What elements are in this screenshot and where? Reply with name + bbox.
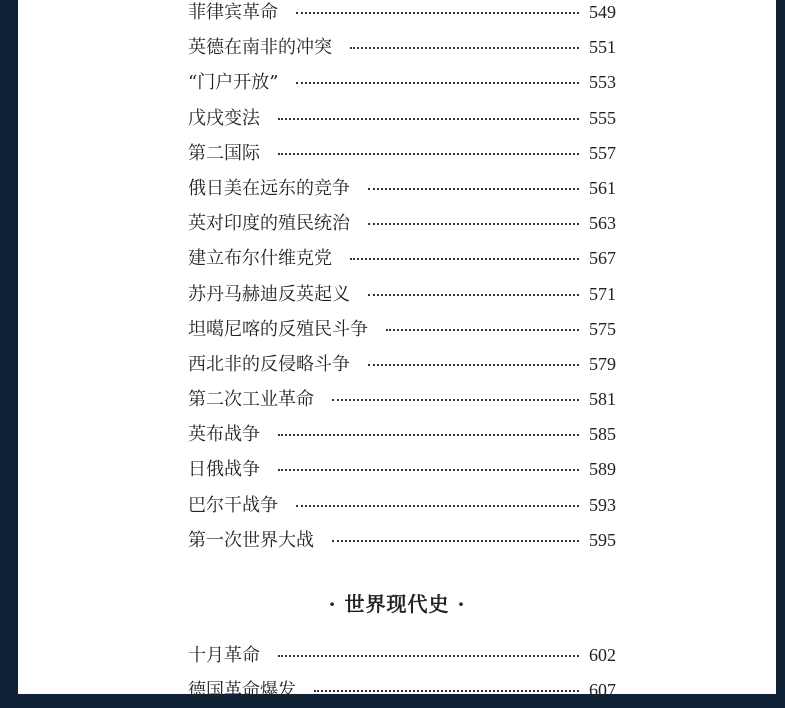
toc-entry[interactable] [188,488,616,523]
dot-leader [296,82,579,84]
toc-entry[interactable] [188,417,616,452]
toc-entry[interactable] [188,0,616,30]
toc-entry-title: 戊戌变法 [188,107,260,129]
toc-list-contemporary-history [188,638,616,708]
toc-entry-title: 建立布尔什维克党 [188,248,332,270]
section-heading [18,588,776,617]
toc-entry-title: 英德在南非的冲突 [188,37,332,59]
toc-entry-page-number: 607 [589,680,616,701]
toc-entry[interactable] [188,101,616,136]
toc-entry-page-number: 602 [589,645,616,665]
section-heading-text: 世界现代史 [344,592,450,616]
toc-entry-title: 德国革命爆发 [188,680,296,702]
toc-entry-title: 坦噶尼喀的反殖民斗争 [188,318,368,340]
toc-entry[interactable] [188,30,616,65]
dot-leader [332,399,579,401]
toc-entry[interactable] [188,136,616,171]
toc-entry-title: 西北非的反侵略斗争 [188,353,350,375]
toc-entry-title: “门户开放” [188,72,279,94]
dot-leader [368,294,579,296]
dot-leader [296,505,579,507]
toc-entry[interactable] [188,523,616,558]
dot-leader [278,434,579,436]
dot-leader [368,223,579,225]
heading-bullet-right: · [457,592,466,616]
toc-entry-title: 十月革命 [188,645,260,666]
toc-entry[interactable] [188,638,616,673]
dot-leader [278,469,579,471]
dot-leader [386,329,579,331]
toc-entry-page-number: 585 [589,424,616,445]
dot-leader [350,47,579,49]
toc-entry-page-number: 595 [589,529,616,550]
toc-entry-page-number: 589 [589,459,616,480]
dot-leader [278,153,579,155]
dot-leader [368,364,579,366]
toc-entry[interactable] [188,673,616,708]
dot-leader [278,118,579,120]
toc-entry[interactable] [188,171,616,206]
dot-leader [332,540,579,542]
toc-entry-page-number: 571 [589,283,616,304]
toc-list-modern-history [188,0,616,558]
toc-entry-title: 日俄战争 [188,459,260,481]
dot-leader [368,188,579,190]
toc-entry-title: 英对印度的殖民统治 [188,213,350,235]
toc-entry-page-number: 555 [589,107,616,128]
toc-entry-page-number: 579 [589,353,616,374]
toc-entry[interactable] [188,312,616,347]
toc-entry-page-number: 553 [589,72,616,93]
toc-entry-page-number: 549 [589,2,616,22]
toc-entry-title: 巴尔干战争 [188,494,278,516]
toc-entry-page-number: 551 [589,37,616,58]
dot-leader [350,258,579,260]
toc-entry[interactable] [188,277,616,312]
toc-entry-page-number: 575 [589,318,616,339]
dot-leader [278,655,579,657]
toc-entry-page-number: 563 [589,213,616,234]
toc-entry-title: 苏丹马赫迪反英起义 [188,283,350,305]
toc-entry-title: 英布战争 [188,424,260,446]
toc-entry-page-number: 561 [589,177,616,198]
document-page [18,0,776,702]
toc-entry-page-number: 593 [589,494,616,515]
toc-entry[interactable] [188,452,616,487]
dot-leader [314,690,579,692]
toc-entry[interactable] [188,241,616,276]
toc-entry[interactable] [188,347,616,382]
toc-entry-title: 俄日美在远东的竞争 [188,177,350,199]
toc-entry-page-number: 567 [589,248,616,269]
toc-entry-title: 第一次世界大战 [188,529,314,551]
toc-entry[interactable] [188,382,616,417]
dot-leader [296,12,579,14]
toc-entry[interactable] [188,206,616,241]
toc-entry-title: 第二次工业革命 [188,389,314,411]
toc-entry-title: 第二国际 [188,142,260,164]
toc-entry-page-number: 557 [589,142,616,163]
toc-entry[interactable] [188,65,616,100]
toc-entry-title: 菲律宾革命 [188,2,278,23]
toc-entry-page-number: 581 [589,389,616,410]
heading-bullet-left: · [328,592,337,616]
